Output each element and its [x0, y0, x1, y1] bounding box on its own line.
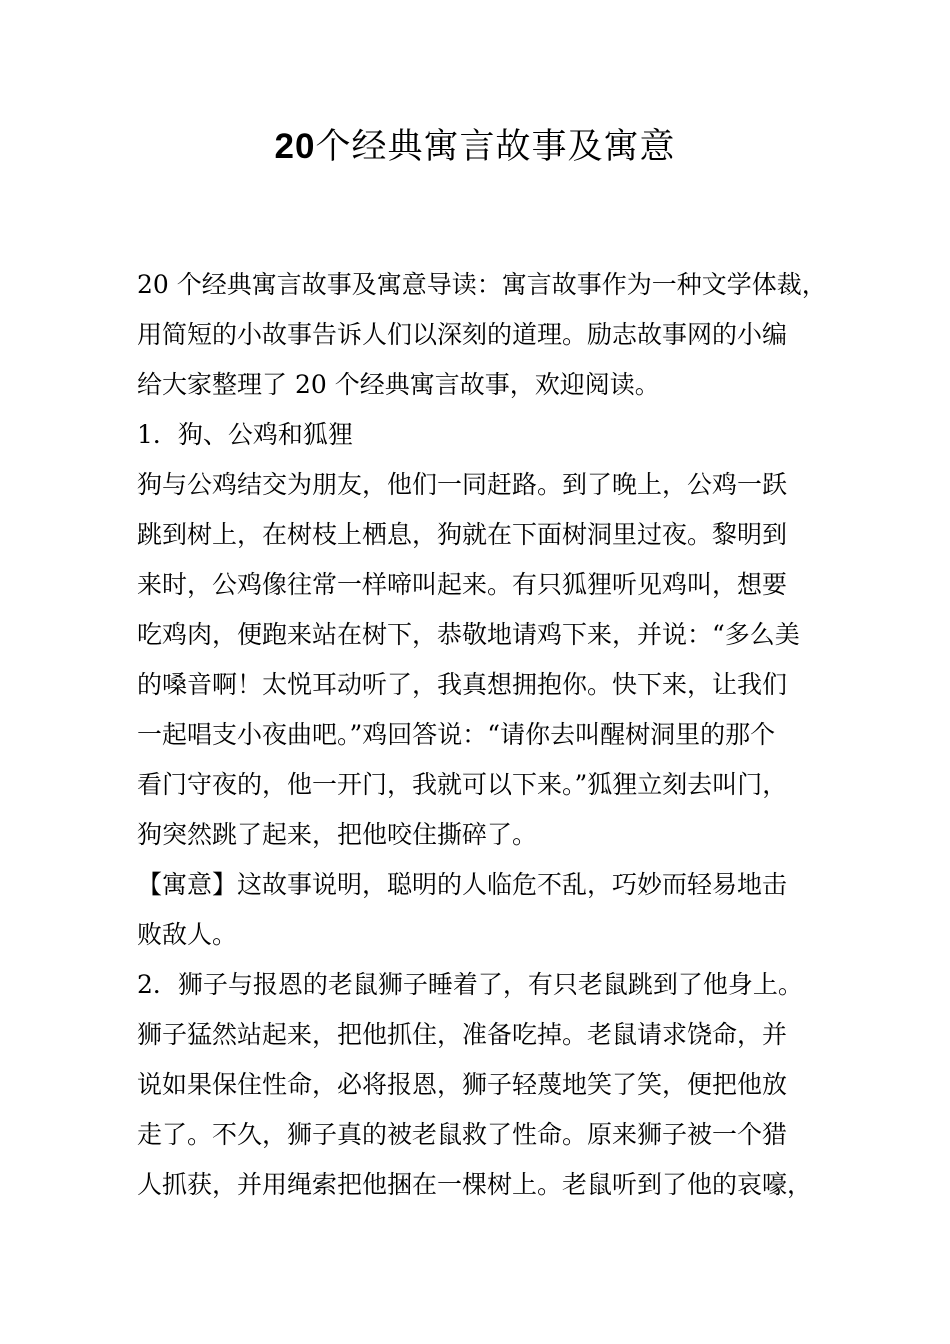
document-title: [0, 120, 950, 174]
title-number: 20: [274, 127, 316, 166]
section-heading: 2．狮子与报恩的老鼠狮子睡着了，有只老鼠跳到了他身上。: [137, 970, 803, 999]
text-line: 吃鸡肉，便跑来站在树下，恭敬地请鸡下来，并说：“多么美: [137, 620, 800, 649]
text-line: 给大家整理了 20 个经典寓言故事，欢迎阅读。: [137, 370, 660, 399]
text-line: 走了。不久，狮子真的被老鼠救了性命。原来狮子被一个猎: [137, 1120, 788, 1149]
text-line: 狗突然跳了起来，把他咬住撕碎了。: [137, 820, 538, 849]
text-line: 的嗓音啊！太悦耳动听了，我真想拥抱你。快下来，让我们: [137, 670, 788, 699]
section-heading: 1．狗、公鸡和狐狸: [137, 420, 353, 449]
text-line: 人抓获，并用绳索把他捆在一棵树上。老鼠听到了他的哀嚎，: [137, 1170, 813, 1199]
text-line: 狗与公鸡结交为朋友，他们一同赶路。到了晚上，公鸡一跃: [137, 470, 788, 499]
text-line: 用简短的小故事告诉人们以深刻的道理。励志故事网的小编: [137, 320, 788, 349]
text-line: 20 个经典寓言故事及寓意导读：寓言故事作为一种文学体裁，: [137, 270, 827, 299]
text-line: 看门守夜的，他一开门，我就可以下来。”狐狸立刻去叫门，: [137, 770, 788, 799]
text-line: 说如果保住性命，必将报恩，狮子轻蔑地笑了笑，便把他放: [137, 1070, 788, 1099]
document-body: [137, 260, 837, 1210]
moral-line: 败敌人。: [137, 920, 238, 949]
title-text: 个经典寓言故事及寓意: [315, 127, 676, 167]
text-line: 来时，公鸡像往常一样啼叫起来。有只狐狸听见鸡叫，想要: [137, 570, 788, 599]
text-line: 跳到树上，在树枝上栖息，狗就在下面树洞里过夜。黎明到: [137, 520, 788, 549]
text-line: 一起唱支小夜曲吧。”鸡回答说：“请你去叫醒树洞里的那个: [137, 720, 776, 749]
text-line: 狮子猛然站起来，把他抓住，准备吃掉。老鼠请求饶命，并: [137, 1020, 788, 1049]
moral-line: 【寓意】这故事说明，聪明的人临危不乱，巧妙而轻易地击: [137, 870, 788, 899]
